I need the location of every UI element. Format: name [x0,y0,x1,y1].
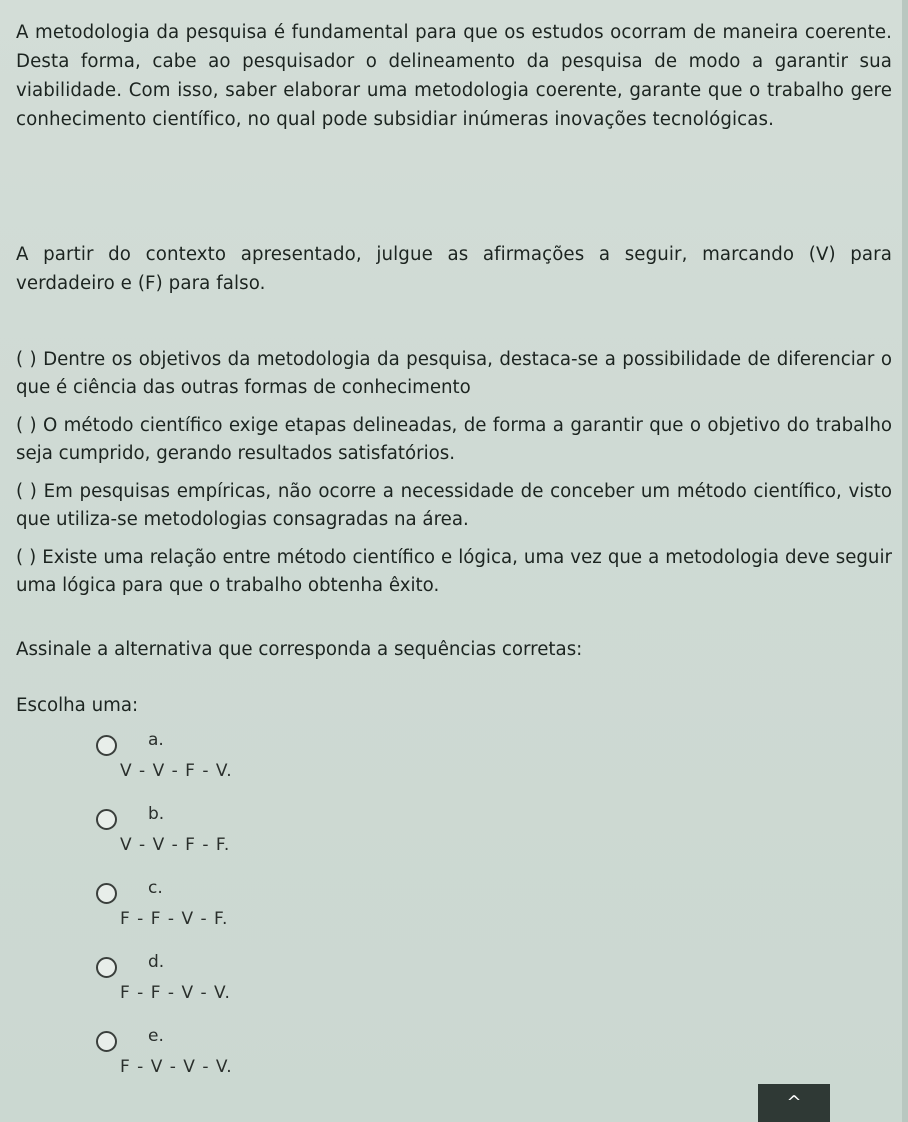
choose-label: Escolha uma: [16,695,139,716]
option-letter-d: d. [148,952,165,972]
option-a[interactable] [96,728,396,788]
radio-button-c[interactable] [96,883,117,904]
option-letter-c: c. [148,878,163,898]
question-intro: A metodologia da pesquisa é fundamental para que os estudos ocorram de maneira coerente. Desta forma, cabe ao pesquisador o delineamento da pesquisa de modo a garantir sua viabilidade. Com isso, saber elaborar uma metodologia coerente, garante que o trabalho gere conhecimento científico, no qual pode subsidiar inúmeras inovações tecnológicas. [16,22,892,130]
radio-button-b[interactable] [96,809,117,830]
option-text-c[interactable]: F - F - V - F. [120,909,229,929]
instruction-text: Assinale a alternativa que corresponda a sequências corretas: [16,639,583,660]
statements-list [16,346,892,610]
radio-button-e[interactable] [96,1031,117,1052]
statement-4: ( ) Existe uma relação entre método científico e lógica, uma vez que a metodologia deve seguir uma lógica para que o trabalho obtenha êxito. [16,547,892,596]
option-text-d[interactable]: F - F - V - V. [120,983,231,1003]
statement-2: ( ) O método científico exige etapas delineadas, de forma a garantir que o objetivo do trabalho seja cumprido, gerando resultados satisfatórios. [16,415,892,464]
question-prompt: A partir do contexto apresentado, julgue as afirmações a seguir, marcando (V) para verdadeiro e (F) para falso. [16,244,892,294]
option-d[interactable] [96,950,396,1010]
page-edge-divider [902,0,908,1122]
option-text-b[interactable]: V - V - F - F. [120,835,231,855]
statement-1: ( ) Dentre os objetivos da metodologia da pesquisa, destaca-se a possibilidade de diferenciar o que é ciência das outras formas de conhecimento [16,349,892,398]
statement-3: ( ) Em pesquisas empíricas, não ocorre a necessidade de conceber um método científico, visto que utiliza-se metodologias consagradas na área. [16,481,892,530]
scroll-to-top-button[interactable] [758,1084,830,1122]
option-letter-a: a. [148,730,164,750]
option-text-e[interactable]: F - V - V - V. [120,1057,233,1077]
chevron-up-icon: ^ [786,1092,802,1113]
option-text-a[interactable]: V - V - F - V. [120,761,233,781]
radio-button-a[interactable] [96,735,117,756]
option-e[interactable] [96,1024,396,1084]
option-letter-e: e. [148,1026,164,1046]
radio-button-d[interactable] [96,957,117,978]
option-c[interactable] [96,876,396,936]
option-letter-b: b. [148,804,165,824]
option-b[interactable] [96,802,396,862]
